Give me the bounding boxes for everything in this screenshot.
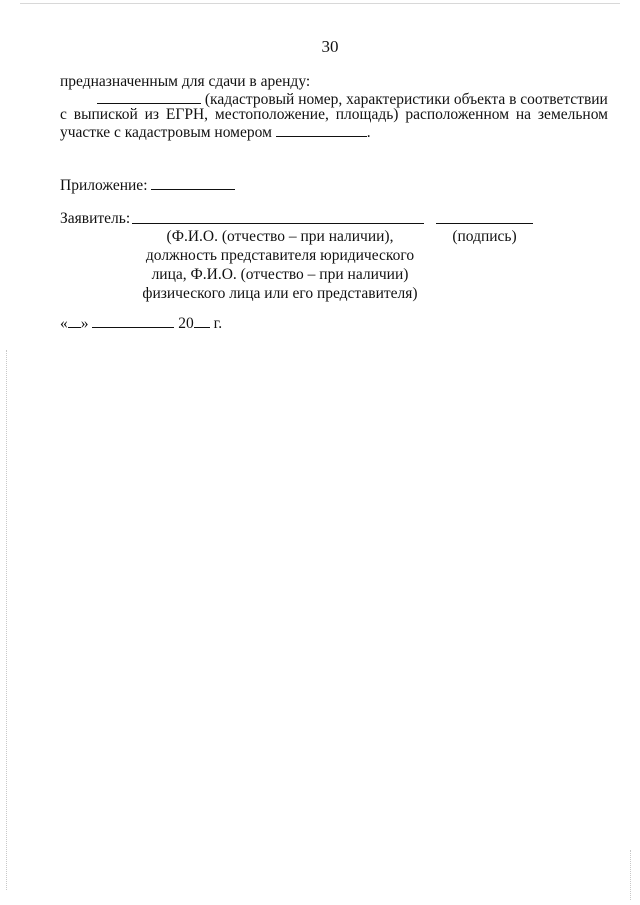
land-plot-cadastral-number-blank (276, 123, 367, 137)
applicant-name-caption (130, 227, 430, 303)
applicant-name-caption-line-4: физического лица или его представителя) (142, 285, 418, 302)
date-open-quote: « (60, 315, 68, 332)
applicant-name-caption-line-3: лица, Ф.И.О. (отчество – при наличии) (151, 266, 409, 283)
scan-edge-left (6, 350, 7, 890)
paragraph-line-1 (60, 73, 310, 91)
date-row (60, 314, 222, 333)
paragraph-line-2-text: (кадастровый номер, характеристики объекта в соответствии (204, 91, 608, 108)
year-blank (194, 314, 210, 328)
page-number: 30 (321, 37, 339, 56)
paragraph-line-4-suffix: . (366, 124, 371, 141)
paragraph-line-3 (60, 106, 608, 124)
signature-line (436, 223, 533, 224)
attachment-row (60, 176, 235, 195)
scan-edge-right (630, 850, 631, 900)
applicant-name-caption-line-2: должность представителя юридического (145, 247, 415, 264)
applicant-row (60, 210, 130, 228)
applicant-name-line (132, 223, 424, 224)
scan-edge-top (20, 3, 620, 4)
paragraph-line-3-text: с выпиской из ЕГРН, местоположение, площадь) расположенном на земельном (60, 106, 608, 123)
day-blank (68, 314, 81, 328)
signature-caption: (подпись) (452, 228, 517, 245)
month-blank (92, 314, 174, 328)
paragraph-line-4-text: участке с кадастровым номером (60, 124, 272, 141)
applicant-label: Заявитель: (60, 210, 131, 227)
date-year-suffix: г. (213, 315, 223, 332)
applicant-name-caption-line-1: (Ф.И.О. (отчество – при наличии), (166, 228, 394, 245)
attachment-label: Приложение: (60, 177, 148, 194)
date-close-quote: » (80, 315, 89, 332)
date-century: 20 (178, 315, 194, 332)
cadastral-number-blank (97, 90, 201, 104)
paragraph-line-1-text: предназначенным для сдачи в аренду: (60, 73, 311, 90)
attachment-blank (151, 176, 235, 190)
paragraph-line-4 (60, 123, 371, 142)
